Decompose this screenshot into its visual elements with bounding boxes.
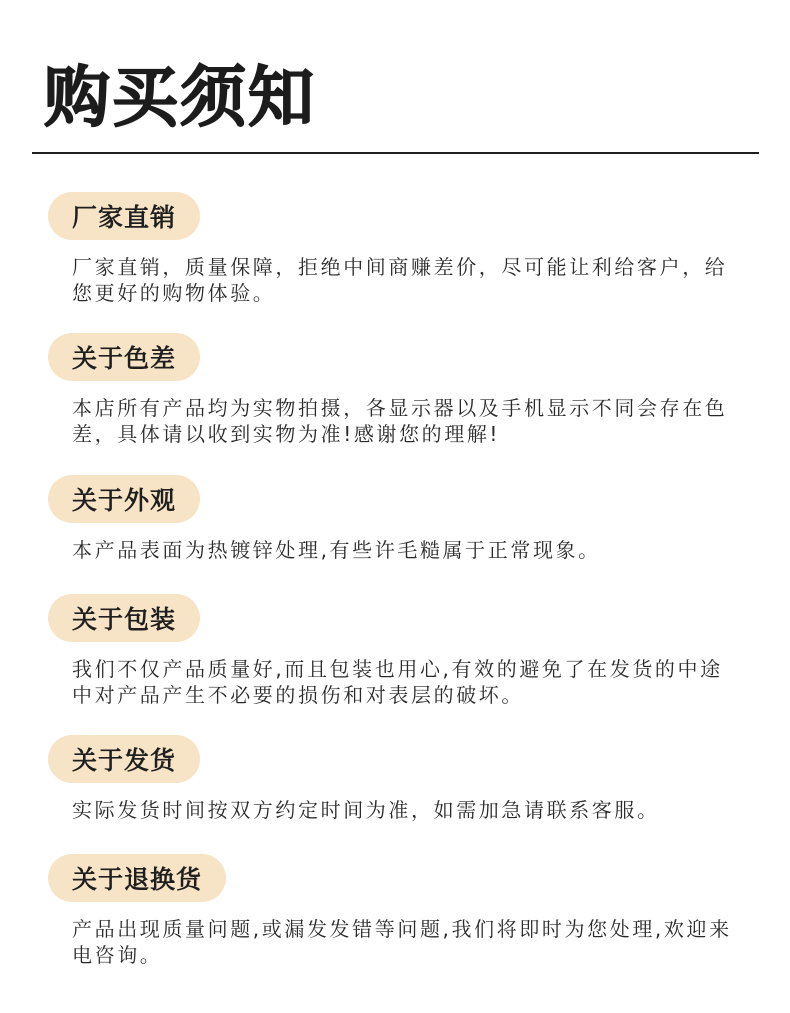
section-body: 实际发货时间按双方约定时间为准，如需加急请联系客服。 (72, 798, 660, 822)
section-heading-badge (48, 475, 200, 523)
section-heading-badge (48, 735, 200, 783)
section-heading: 关于包装 (72, 605, 177, 634)
section-heading-badge (48, 333, 200, 381)
section-body: 本产品表面为热镀锌处理,有些许毛糙属于正常现象。 (72, 538, 601, 562)
section-heading-badge (48, 854, 226, 902)
section-body: 厂家直销，质量保障，拒绝中间商赚差价，尽可能让利给客户，给您更好的购物体验。 (72, 255, 728, 305)
section-body: 我们不仅产品质量好,而且包装也用心,有效的避免了在发货的中途中对产品产生不必要的损伤和对表层的破坏。 (72, 657, 723, 707)
section-heading: 厂家直销 (72, 203, 177, 232)
section-heading: 关于退换货 (72, 865, 203, 894)
section-body: 产品出现质量问题,或漏发发错等问题,我们将即时为您处理,欢迎来电咨询。 (72, 917, 732, 967)
section-heading-badge (48, 192, 200, 240)
section-heading: 关于发货 (72, 746, 177, 775)
section-body: 本店所有产品均为实物拍摄，各显示器以及手机显示不同会存在色差，具体请以收到实物为准!感谢您的理解! (72, 396, 728, 446)
page-title: 购买须知 (44, 59, 316, 136)
section-heading-badge (48, 594, 200, 642)
section-heading: 关于外观 (72, 486, 177, 515)
title-divider (32, 152, 759, 154)
section-heading: 关于色差 (72, 344, 177, 373)
